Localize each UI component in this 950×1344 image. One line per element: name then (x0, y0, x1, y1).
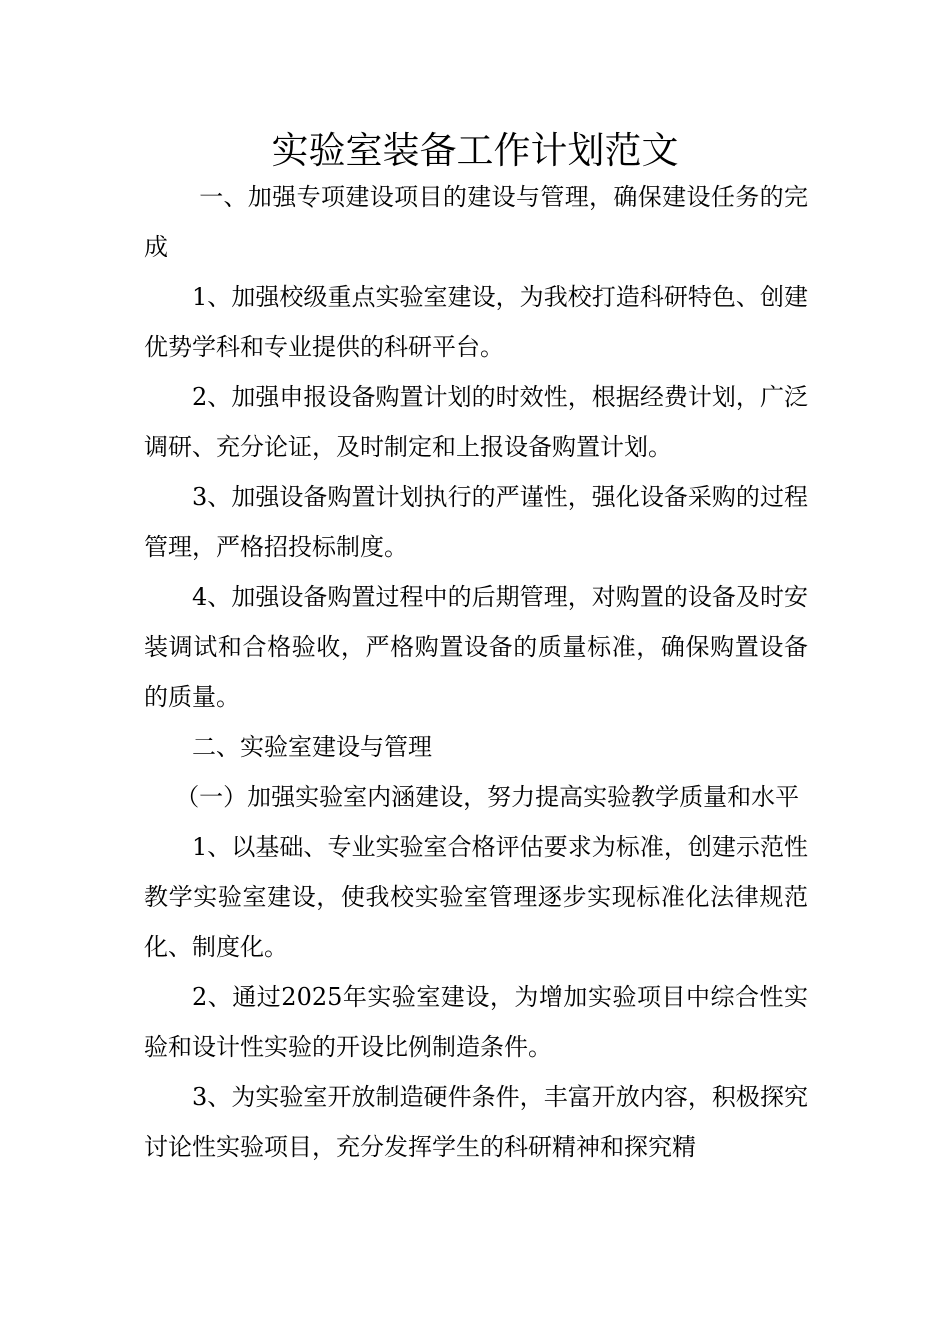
document-title: 实验室装备工作计划范文 (271, 129, 679, 172)
paragraph-item-7: 3、为实验室开放制造硬件条件，丰富开放内容，积极探究讨论性实验项目，充分发挥学生的科研精神和探究精 (144, 1083, 808, 1161)
paragraph-item-6: 2、通过2025年实验室建设，为增加实验项目中综合性实验和设计性实验的开设比例制造条件。 (144, 983, 808, 1061)
section-heading-1: 一、加强专项建设项目的建设与管理，确保建设任务的完成 (144, 183, 808, 261)
paragraph-item-4: 4、加强设备购置过程中的后期管理，对购置的设备及时安装调试和合格验收，严格购置设备的质量标准，确保购置设备的质量。 (144, 583, 808, 711)
paragraph-item-2: 2、加强申报设备购置计划的时效性，根据经费计划，广泛调研、充分论证，及时制定和上报设备购置计划。 (144, 383, 808, 461)
paragraph-item-1: 1、加强校级重点实验室建设，为我校打造科研特色、创建优势学科和专业提供的科研平台。 (144, 283, 808, 361)
paragraph-item-3: 3、加强设备购置计划执行的严谨性，强化设备采购的过程管理，严格招投标制度。 (144, 483, 808, 561)
section-heading-2: 二、实验室建设与管理 (192, 733, 432, 761)
subsection-heading-1: （一）加强实验室内涵建设，努力提高实验教学质量和水平 (175, 783, 800, 811)
paragraph-item-5: 1、以基础、专业实验室合格评估要求为标准，创建示范性教学实验室建设，使我校实验室管理逐步实现标准化法律规范化、制度化。 (144, 833, 808, 961)
document-body (144, 172, 808, 1172)
